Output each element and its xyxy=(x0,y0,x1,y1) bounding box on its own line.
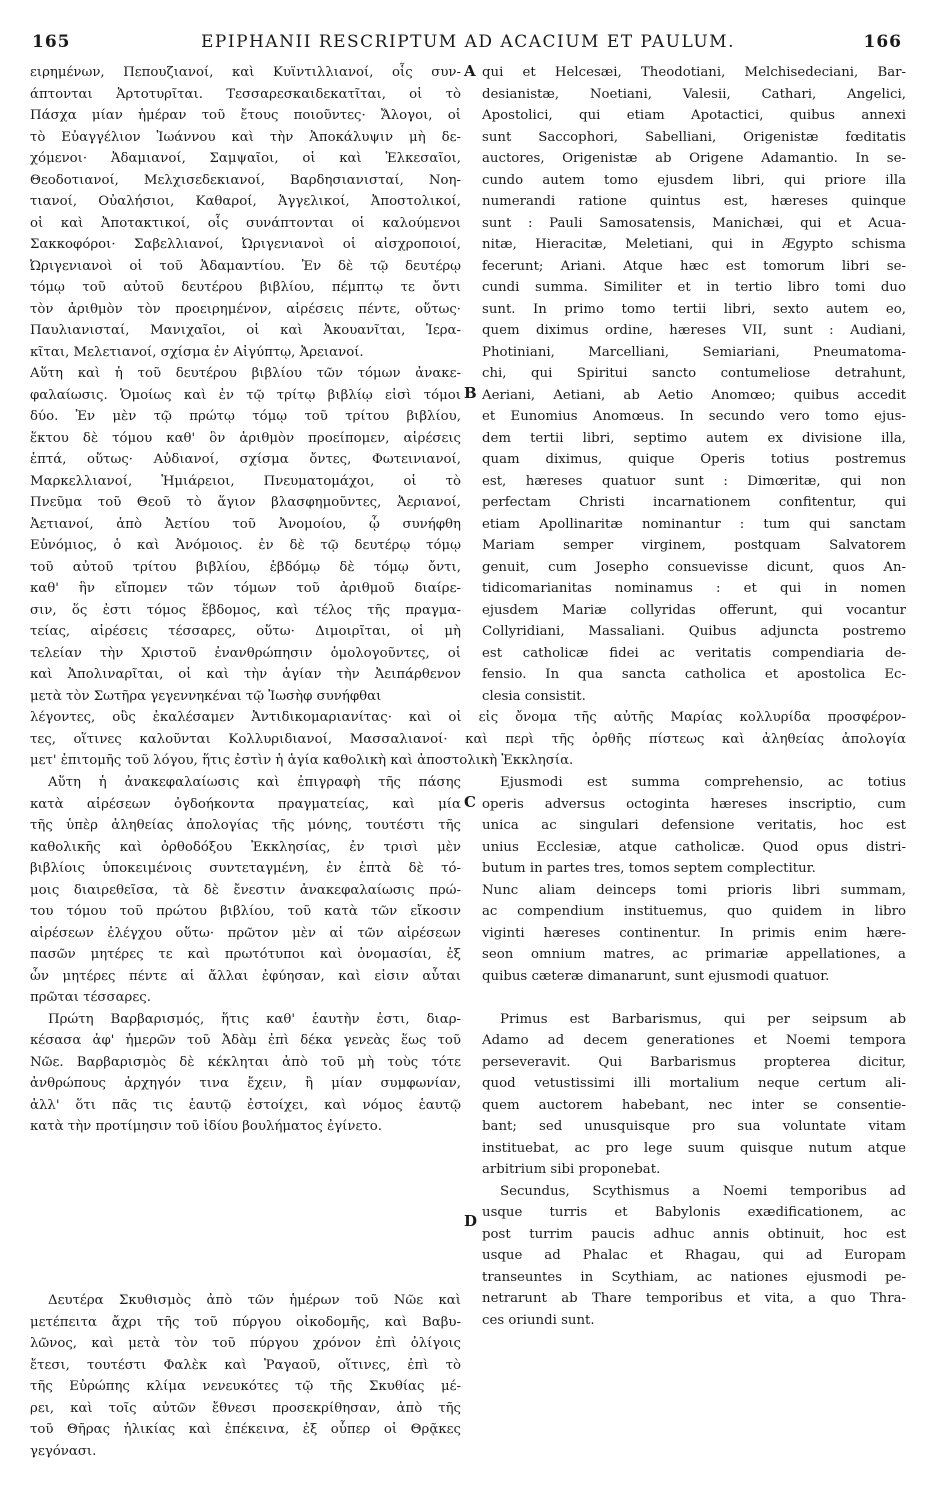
text-line: άπτονται Ἀρτοτυρῖται. Τεσσαρεσκαιδεκατῖται, οἱ τὸ xyxy=(30,86,461,102)
greek-full-width-continuation xyxy=(30,707,906,772)
text-line: Θεοδοτιανοί, Μελχισεδεκιανοί, Βαρδησιανισταί, Νοη- xyxy=(30,172,461,188)
text-line: Παυλιανισταί, Μανιχαῖοι, οἱ καὶ Ἀκουανῖται, Ἱερα- xyxy=(30,323,461,338)
text-line: ἕκτου δὲ τόμου καθ' ὃν ἀριθμὸν προείπομεν, αἱρέσεις xyxy=(30,430,461,446)
text-line: κατὰ αἱρέσεων ὀγδοήκοντα πραγματείας, καὶ μία xyxy=(30,796,461,812)
text-line: fecerunt; Ariani. Atque hæc est tomorum libri se- xyxy=(482,258,906,274)
margin-marker-d: D xyxy=(464,1212,478,1230)
text-line: ejusdem Mariæ collyridas offerunt, qui vocantur xyxy=(482,602,906,618)
text-line: perseveravit. Qui Barbarismus propterea dicitur, xyxy=(482,1054,906,1070)
text-line: τοῦ Θῆρας ἡλικίας καὶ ἐπέκεινα, ἐξ οὗπερ οἱ Θρᾷκες xyxy=(30,1422,461,1437)
text-line: unius Ecclesiæ, atque catholicæ. Quod opus distri- xyxy=(482,839,906,855)
text-line: ὧν μητέρες πέντε αἱ ἄλλαι ἐφύησαν, καὶ εἰσιν αὗται xyxy=(30,968,461,984)
text-line: Aeriani, Aetiani, ab Aetio Anomœo; quibus accedit xyxy=(482,387,906,403)
text-line: cundi summa. Similiter et in tertio libro tomi duo xyxy=(482,280,906,295)
text-line: sunt : Pauli Samosatensis, Manichæi, qui et Acua- xyxy=(482,215,906,231)
text-line: τὸ Εὐαγγέλιον Ἰωάννου καὶ τὴν Ἀποκάλυψιν μὴ δε- xyxy=(30,129,461,145)
text-line: Αὕτη ἡ ἀνακεφαλαίωσις καὶ ἐπιγραφὴ τῆς πάσης xyxy=(48,775,461,790)
text-line: τὸν ἀριθμὸν τὸν προειρημένον, αἱρέσεις πέντε, οὕτως· xyxy=(30,301,461,317)
text-line: cundo autem tomo ejusdem libri, qui priore illa xyxy=(482,172,906,188)
text-line: τῆς ὑπὲρ ἀληθείας ἀπολογίας τῆς μόνης, τουτέστι τῆς xyxy=(30,818,461,833)
greek-column-top xyxy=(30,62,461,712)
text-line: quem auctorem habebant, nec inter se consentie- xyxy=(482,1097,906,1113)
text-line: transeuntes in Scythiam, ac nationes ejusmodi pe- xyxy=(482,1269,906,1285)
text-line: Πρώτη Βαρβαρισμός, ἥτις καθ' ἑαυτὴν ἐστι, διαρ- xyxy=(48,1011,461,1027)
text-line: αἱρέσεων ἐλέγχου οὕτω· πρῶτον μὲν αἱ τῶν αἱρέσεων xyxy=(30,925,461,941)
text-line: Secundus, Scythismus a Noemi temporibus ad xyxy=(500,1183,906,1199)
text-line: numerandi ratione quintus est, hæreses quinque xyxy=(482,194,906,209)
text-line: clesia consistit. xyxy=(482,688,586,704)
greek-column-bottom xyxy=(30,1290,461,1490)
latin-lines-top xyxy=(482,62,906,707)
text-line: operis adversus octoginta hæreses inscriptio, cum xyxy=(482,796,906,812)
text-line xyxy=(482,987,906,1009)
text-line: quibus cæteræ dimanarunt, sunt ejusmodi quatuor. xyxy=(482,968,830,984)
text-line: quod vetustissimi illi mortalium neque certum ali- xyxy=(482,1076,906,1091)
text-line: τόμῳ τοῦ αὐτοῦ δευτέρου βιβλίου, πέμπτῳ τε ὄντι xyxy=(30,280,461,295)
text-line: γεγόνασι. xyxy=(30,1443,97,1459)
text-line: bant; sed unusquisque pro sua voluntate vitam xyxy=(482,1119,906,1134)
text-line: dem tertii libri, septimo autem ex divisione illa, xyxy=(482,430,906,446)
margin-marker-a: A xyxy=(464,62,476,80)
text-line: Πάσχα μίαν ἡμέραν τοῦ ἔτους ποιοῦντες· Ἄλογοι, οἱ xyxy=(30,108,461,123)
text-line: Μαρκελλιανοί, Ἡμιάρειοι, Πνευματομάχοι, οἱ τὸ xyxy=(30,473,461,489)
text-line: τείας, αἱρέσεις τέσσαρες, οὕτω· Διμοιρῖται, οἱ μὴ xyxy=(30,624,461,639)
text-line: Apostolici, qui etiam Apotactici, quibus annexi xyxy=(482,108,906,123)
text-line: ἀνθρώπους ἀρχηγόν τινα ἔχειν, ἢ μίαν συμφωνίαν, xyxy=(30,1076,461,1091)
text-line: σιν, ὅς ἐστι τόμος ἕβδομος, καὶ τέλος τῆς πραγμα- xyxy=(30,602,461,618)
text-line: Ἀετιανοί, ἀπὸ Ἀετίου τοῦ Ἀνομοίου, ᾧ συνήφθη xyxy=(30,516,461,532)
text-line: ces oriundi sunt. xyxy=(482,1312,595,1328)
text-line: κατὰ τὴν προτίμησιν τοῦ ἰδίου βουλήματος ἐγίνετο. xyxy=(30,1119,382,1134)
text-line: unica ac singulari defensione veritatis, hoc est xyxy=(482,818,906,833)
text-line: Adamo ad decem generationes et Noemi tempora xyxy=(482,1033,906,1048)
text-line: βιβλίοις ὑποκειμένοις συντεταγμένη, ἐν ἑπτὰ δὲ τό- xyxy=(30,861,461,876)
text-line: Ὠριγενιανοὶ οἱ τοῦ Ἀδαμαντίου. Ἐν δὲ τῷ δευτέρῳ xyxy=(30,258,461,274)
text-line: κέσασα ἀφ' ἡμερῶν τοῦ Ἀδὰμ ἐπὶ δέκα γενεὰς ἕως τοῦ xyxy=(30,1033,461,1048)
text-line: λῶνος, καὶ μετὰ τὸν τοῦ πύργου χρόνον ἐπὶ ὀλίγοις xyxy=(30,1336,461,1351)
text-line: etiam Apollinaritæ nominantur : tum qui sanctam xyxy=(482,516,906,532)
text-line: ἀλλ' ὅτι πᾶς τις ἑαυτῷ ἐστοίχει, καὶ νόμος ἑαυτῷ xyxy=(30,1097,461,1113)
text-line: πασῶν μητέρες τε καὶ πρωτότυποι καὶ ὀνομασίαι, ἐξ xyxy=(30,947,461,962)
text-line: Ejusmodi est summa comprehensio, ac totius xyxy=(500,775,906,790)
text-line: τελείαν τὴν Χριστοῦ ἐνανθρώπησιν ὁμολογοῦντες, οἱ xyxy=(30,645,461,661)
text-line: μετ' ἐπιτομῆς τοῦ λόγου, ἥτις ἐστὶν ἡ ἁγία καθολικὴ καὶ ἀποστολικὴ Ἐκκλησία. xyxy=(30,753,574,768)
text-line: quam diximus, quique Operis totius postremus xyxy=(482,452,906,467)
text-line: μετὰ τὸν Σωτῆρα γεγεννηκέναι τῷ Ἰωσὴφ συνήφθαι xyxy=(30,688,382,704)
text-line: usque turris et Babylonis exædificationem, ac xyxy=(482,1205,906,1220)
text-line: Primus est Barbarismus, qui per seipsum ab xyxy=(500,1011,906,1027)
text-line: Mariam semper virginem, postquam Salvatorem xyxy=(482,538,906,553)
text-line: ρει, καὶ τοῖς αὐτῶν ἔθνεσι προσεκρίθησαν, ἀπὸ τῆς xyxy=(30,1400,461,1416)
text-line: butum in partes tres, tomos septem complectitur. xyxy=(482,861,816,876)
running-header xyxy=(30,30,906,56)
text-line: τιανοί, Οὐαλήσιοι, Καθαροί, Ἀγγελικοί, Ἀποστολικοί, xyxy=(30,194,461,209)
text-line: est catholicæ fidei ac veritatis compendiaria de- xyxy=(482,645,906,661)
latin-column-top xyxy=(482,62,906,712)
text-line: netrarunt ab Thare temporibus et vita, a quo Thra- xyxy=(482,1291,906,1306)
text-line: κῖται, Μελετιανοί, σχίσμα ἐν Αἰγύπτῳ, Ἀρειανοί. xyxy=(30,344,364,360)
text-line: qui et Helcesæi, Theodotiani, Melchisedeciani, Bar- xyxy=(482,65,906,80)
text-line: Αὕτη καὶ ἡ τοῦ δευτέρου βιβλίου τῶν τόμων ἀνακε- xyxy=(30,366,461,381)
text-line: του τόμου τοῦ πρώτου βιβλίου, τοῦ κατὰ τῶν εἴκοσιν xyxy=(30,904,461,919)
text-line: χόμενοι· Ἀδαμιανοί, Σαμψαῖοι, οἱ καὶ Ἑλκεσαῖοι, xyxy=(30,151,461,166)
text-line: est, hæreses quatuor sunt : Dimœritæ, qui non xyxy=(482,473,906,489)
text-line: ειρημένων, Πεπουζιανοί, καὶ Κυϊντιλλιανοί, οἷς συν- xyxy=(30,65,461,80)
text-line: sunt. In primo tomo tertii libri, sexto autem eo, xyxy=(482,301,906,317)
text-line: καὶ Ἀπολιναρῖται, οἱ καὶ τὴν ἁγίαν τὴν Ἀειπάρθενον xyxy=(30,667,461,682)
text-line: fensio. In qua sancta catholica et apostolica Ec- xyxy=(482,667,906,682)
text-line: Πνεῦμα τοῦ Θεοῦ τὸ ἅγιον βλασφημοῦντες, Ἀεριανοί, xyxy=(30,495,461,510)
text-line: Σακκοφόροι· Σαβελλιανοί, Ὠριγενιανοὶ οἱ αἰσχροποιοί, xyxy=(30,237,461,252)
text-line: μοις διαιρεθεῖσα, τὰ δὲ ἔνεστιν ἀνακεφαλαίωσις πρώ- xyxy=(30,882,461,898)
running-title: EPIPHANII RESCRIPTUM AD ACACIUM ET PAULUM. xyxy=(201,32,735,52)
text-line: tidicomarianitas nominamus : et qui in nomen xyxy=(482,581,906,596)
greek-lines-full xyxy=(30,707,906,772)
latin-column-middle xyxy=(482,772,906,1492)
greek-lines-middle xyxy=(30,772,461,1138)
text-line: Photiniani, Marcelliani, Semiariani, Pneumatoma- xyxy=(482,344,906,360)
text-line: φαλαίωσις. Ὁμοίως καὶ ἐν τῷ τρίτῳ βιβλίῳ εἰσὶ τόμοι xyxy=(30,387,461,403)
text-line: genuit, cum Josepho consuevisse dicunt, quos An- xyxy=(482,559,906,575)
text-line: ἑπτά, οὕτως· Αὐδιανοί, σχίσμα ὄντες, Φωτεινιανοί, xyxy=(30,452,461,467)
text-line: Νῶε. Βαρβαρισμὸς δὲ κέκληται ἀπὸ τοῦ μὴ τοὺς τότε xyxy=(30,1054,461,1070)
text-line: auctores, Origenistæ ab Origene Adamantio. In se- xyxy=(482,151,906,166)
text-line: καθολικῆς καὶ ὀρθοδόξου Ἐκκλησίας, ἐν τρισὶ μὲν xyxy=(30,839,461,855)
text-line: Δευτέρα Σκυθισμὸς ἀπὸ τῶν ἡμέρων τοῦ Νῶε καὶ xyxy=(48,1293,461,1308)
text-line: seon omnium matres, ac primariæ appellationes, a xyxy=(482,947,906,962)
text-line: οἱ καὶ Ἀποτακτικοί, οἷς συνάπτονται οἱ καλούμενοι xyxy=(30,215,461,231)
page-number-left: 165 xyxy=(32,32,71,52)
text-line: et Eunomius Anomœus. In secundo vero tomo ejus- xyxy=(482,409,906,424)
text-line: post turrim paucis adhuc annis obtinuit, hoc est xyxy=(482,1226,906,1242)
text-line: arbitrium sibi proponebat. xyxy=(482,1162,661,1177)
text-line: perfectam Christi incarnationem confitentur, qui xyxy=(482,495,906,510)
greek-column-middle xyxy=(30,772,461,1242)
text-line: chi, qui Spiritui sancto contumeliose detrahunt, xyxy=(482,366,906,381)
page-number-right: 166 xyxy=(863,32,902,52)
text-line: καθ' ἣν εἴπομεν τῶν τόμων τοῦ ἀριθμοῦ διαίρε- xyxy=(30,581,461,596)
text-line: instituebat, ac pro lege suum quisque nutum atque xyxy=(482,1140,906,1156)
latin-lines-middle xyxy=(482,772,906,1331)
text-line: Εὐνόμιος, ὁ καὶ Ἀνόμοιος. ἐν δὲ τῷ δευτέρῳ τόμῳ xyxy=(30,538,461,553)
text-line: sunt Saccophori, Sabelliani, Origenistæ fœditatis xyxy=(482,129,906,145)
text-line: Nunc aliam deinceps tomi prioris libri summam, xyxy=(482,882,906,898)
text-line: ac compendium instituemus, quo quidem in libro xyxy=(482,904,906,919)
text-line: δύο. Ἐν μὲν τῷ πρώτῳ τόμῳ τοῦ τρίτου βιβλίου, xyxy=(30,409,461,424)
text-line: viginti hæreses continentur. In primis enim hære- xyxy=(482,925,906,941)
text-line: quem diximus ordine, hæreses VII, sunt : Audiani, xyxy=(482,323,906,338)
text-line: ἔτεσι, τουτέστι Φαλὲκ καὶ Ῥαγαοῦ, οἵτινες, ἐπὶ τὸ xyxy=(30,1357,461,1373)
text-line: τοῦ αὐτοῦ τρίτου βιβλίου, ἑβδόμῳ δὲ τόμῳ ὄντι, xyxy=(30,559,461,575)
greek-lines-top xyxy=(30,62,461,707)
text-line: usque ad Phalac et Rhagau, qui ad Europam xyxy=(482,1248,906,1263)
text-line: nitæ, Hieracitæ, Meletiani, qui in Ægypto schisma xyxy=(482,237,906,252)
text-line: Collyridiani, Massaliani. Quibus adjuncta postremo xyxy=(482,624,906,639)
margin-marker-b: B xyxy=(464,384,477,402)
text-line: desianistæ, Noetiani, Valesii, Cathari, Angelici, xyxy=(482,86,906,102)
text-line: τες, οἵτινες καλοῦνται Κολλυριδιανοί, Μασσαλιανοί· καὶ περὶ τῆς ὀρθῆς πίστεως καὶ ἀληθείας ἀπολογία xyxy=(30,731,906,747)
margin-marker-c: C xyxy=(464,793,476,811)
text-line: λέγοντες, οὓς ἐκαλέσαμεν Ἀντιδικομαριανίτας· καὶ οἱ εἰς ὄνομα τῆς αὐτῆς Μαρίας κολλυρίδα προσφέρον- xyxy=(30,710,906,725)
text-line: μετέπειτα ἄχρι τῆς τοῦ πύργου οἰκοδομῆς, καὶ Βαβυ- xyxy=(30,1314,461,1330)
text-line: πρῶται τέσσαρες. xyxy=(30,990,151,1005)
text-line: τῆς Εὐρώπης κλίμα νενευκότες τῷ τῆς Σκυθίας μέ- xyxy=(30,1379,461,1394)
greek-lines-bottom xyxy=(30,1290,461,1462)
